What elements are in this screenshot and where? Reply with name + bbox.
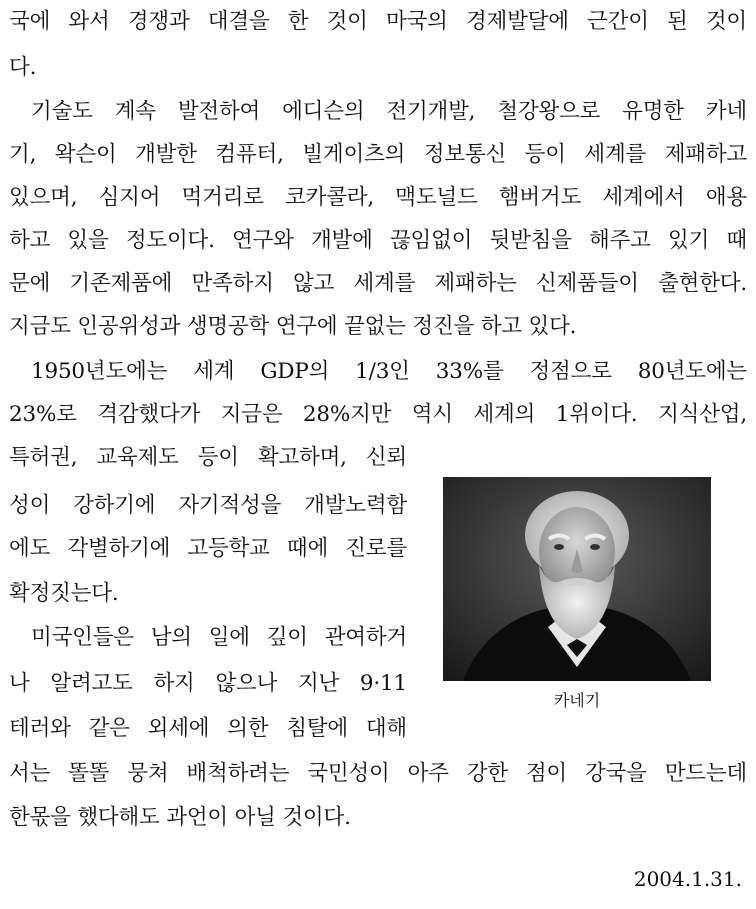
paragraph-3-line-3: 특허권, 교육제도 등이 확고하며, 신뢰 [9, 445, 407, 470]
paragraph-2-line-1: 기술도 계속 발전하여 에디슨의 전기개발, 철강왕으로 유명한 카네 [31, 99, 747, 124]
paragraph-4-line-1: 미국인들은 남의 일에 깊이 관여하거 [31, 625, 407, 650]
document-date: 2004.1.31. [633, 867, 742, 891]
paragraph-2-line-5: 문에 기존제품에 만족하지 않고 세계를 제패하는 신제품들이 출현한다. [9, 271, 747, 296]
paragraph-4-line-2: 나 알려고도 하지 않으나 지난 9·11 [9, 671, 407, 696]
paragraph-4-line-4: 서는 똘똘 뭉쳐 배척하려는 국민성이 아주 강한 점이 강국을 만드는데 [9, 761, 747, 786]
paragraph-1-line-2: 다. [9, 55, 37, 80]
photo-caption: 카네기 [553, 691, 601, 710]
paragraph-3-line-1: 1950년도에는 세계 GDP의 1/3인 33%를 정점으로 80년도에는 [31, 359, 747, 384]
paragraph-3-line-2: 23%로 격감했다가 지금은 28%지만 역시 세계의 1위이다. 지식산업, [9, 402, 747, 427]
portrait-photo [443, 477, 711, 681]
paragraph-2-line-3: 있으며, 심지어 먹거리로 코카콜라, 맥도널드 햄버거도 세계에서 애용 [9, 185, 747, 210]
paragraph-2-line-4: 하고 있을 정도이다. 연구와 개발에 끊임없이 뒷받침을 해주고 있기 때 [9, 228, 747, 253]
paragraph-2-line-6: 지금도 인공위성과 생명공학 연구에 끝없는 정진을 하고 있다. [9, 314, 577, 339]
paragraph-4-line-3: 테러와 같은 외세에 의한 침탈에 대해 [9, 716, 407, 741]
paragraph-3-line-4: 성이 강하기에 자기적성을 개발노력함 [9, 493, 407, 518]
paragraph-2-line-2: 기, 왁슨이 개발한 컴퓨터, 빌게이츠의 정보통신 등이 세계를 제패하고 [9, 142, 747, 167]
paragraph-3-line-6: 확정짓는다. [9, 581, 119, 606]
paragraph-1-line-1: 국에 와서 경쟁과 대결을 한 것이 마국의 경제발달에 근간이 된 것이 [9, 9, 747, 34]
paragraph-4-line-5: 한몫을 했다해도 과언이 아닐 것이다. [9, 805, 351, 830]
paragraph-3-line-5: 에도 각별하기에 고등학교 때에 진로를 [9, 536, 407, 561]
